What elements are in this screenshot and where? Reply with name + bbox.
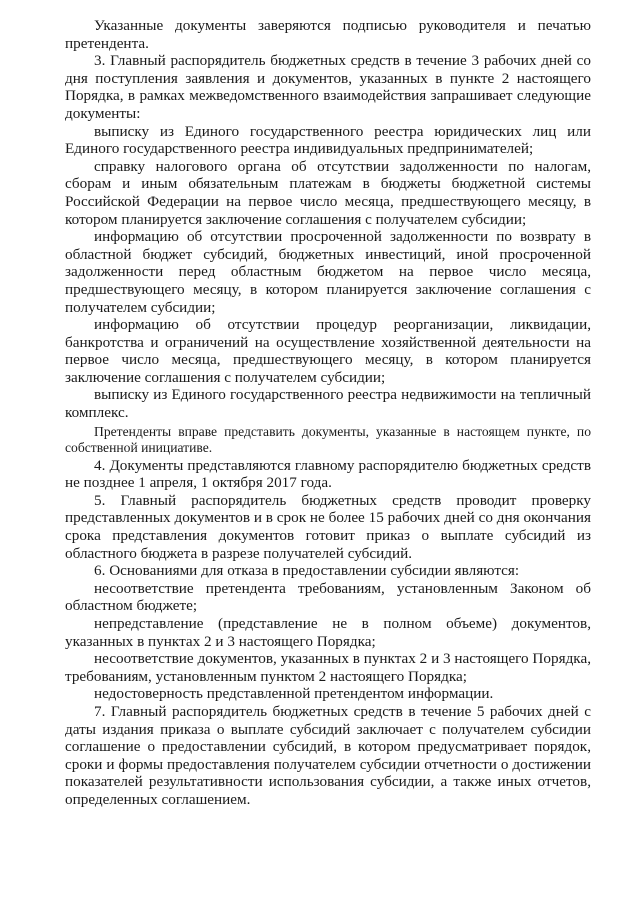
paragraph-item-6: 6. Основаниями для отказа в предоставлении субсидии являются: [94,562,520,580]
list-item-document-mismatch: несоответствие документов, указанных в пунктах 2 и 3 настоящего Порядка, требованиям, установленным пунктом 2 настоящего Порядка; [65,650,591,685]
paragraph-own-initiative: Претенденты вправе представить документы, указанные в настоящем пункте, по собственной инициативе. [65,423,591,455]
list-item-egrul-extract: выписку из Единого государственного реестра юридических лиц или Единого государственного реестра индивидуальных предпринимателей; [65,122,591,158]
paragraph-item-4: 4. Документы представляются главному распорядителю бюджетных средств не позднее 1 апреля, 1 октября 2017 года. [65,456,591,492]
list-item-noncompliance: несоответствие претендента требованиям, установленным Законом об областном бюджете; [65,579,591,615]
list-item-debt-info: информацию об отсутствии просроченной задолженности по возврату в областной бюджет субсидий, бюджетных инвестиций, иной просроченной задолженности перед областным бюджетом на первое число месяца, предшествующего месяцу, в котором планируется заключение соглашения с получателем субсидии; [65,228,591,316]
list-item-nonsubmission: непредставление (представление не в полном объеме) документов, указанных в пунктах 2 и 3 настоящего Порядка; [65,615,591,650]
paragraph-item-7: 7. Главный распорядитель бюджетных средств в течение 5 рабочих дней с даты издания приказа о выплате субсидий заключает с получателем субсидии соглашение о предоставлении субсидий, в котором предусматривает порядок, сроки и формы предоставления получателем субсидии отчетности о достижении показателей результативности использования субсидии, а также иных отчетов, определенных соглашением. [65,702,591,808]
list-item-egrn-extract: выписку из Единого государственного реестра недвижимости на тепличный комплекс. [65,386,591,422]
list-item-reorganization-info: информацию об отсутствии процедур реорганизации, ликвидации, банкротства и ограничений на осуществление хозяйственной деятельности на первое число месяца, предшествующего месяцу, в котором планируется заключение соглашения с получателем субсидии; [65,316,591,386]
paragraph-item-5: 5. Главный распорядитель бюджетных средств проводит проверку представленных документов и в срок не более 15 рабочих дней со дня окончания срока представления документов готовит приказ о выплате субсидий из областного бюджета в разрезе получателей субсидий. [65,491,591,562]
list-item-false-info: недостоверность представленной претендентом информации. [94,685,494,703]
list-item-tax-certificate: справку налогового органа об отсутствии задолженности по налогам, сборам и иным обязательным платежам в бюджеты бюджетной системы Российской Федерации на первое число месяца, предшествующего месяцу, в котором планируется заключение соглашения с получателем субсидии; [65,157,591,228]
paragraph-certification: Указанные документы заверяются подписью руководителя и печатью претендента. [65,17,591,52]
document-page [65,17,591,809]
paragraph-item-3: 3. Главный распорядитель бюджетных средств в течение 3 рабочих дней со дня поступления заявления и документов, указанных в пункте 2 настоящего Порядка, в рамках межведомственного взаимодействия запрашивает следующие документы: [65,52,591,122]
